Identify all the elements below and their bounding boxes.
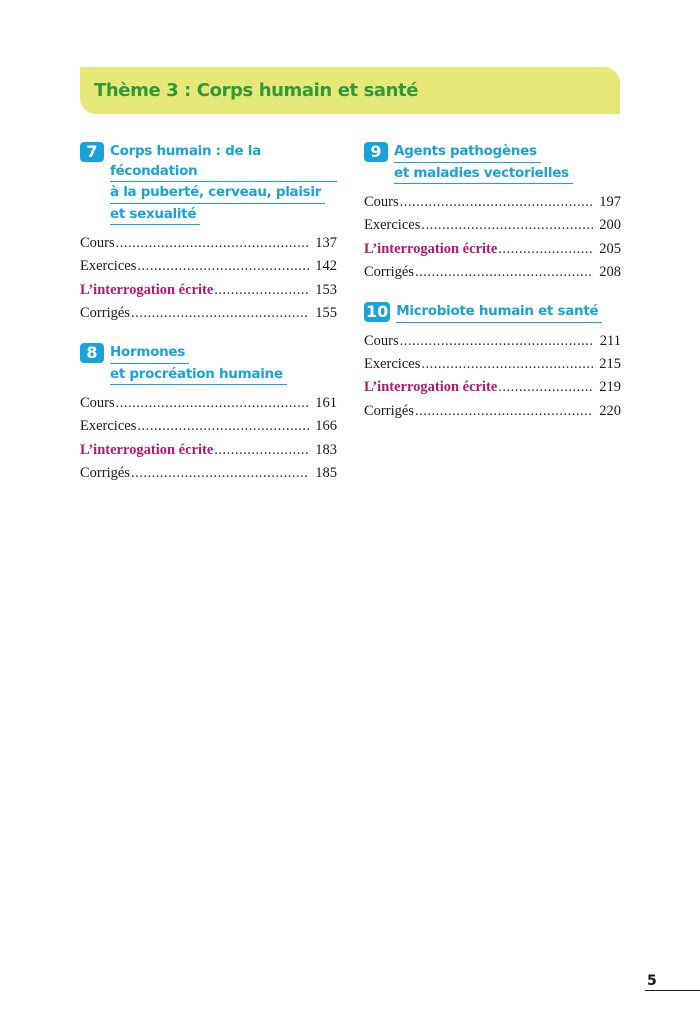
dot-leader — [131, 462, 309, 485]
toc-entry-interrogation[interactable] — [80, 279, 337, 302]
toc-entry-label: Cours — [80, 235, 115, 251]
chapter-title-line: et sexualité — [110, 205, 200, 226]
toc-entry-corriges[interactable] — [364, 261, 621, 284]
page-number: 5 — [645, 972, 700, 991]
dot-leader — [498, 376, 593, 399]
chapter-title — [394, 142, 573, 185]
dot-leader — [415, 261, 593, 284]
toc-entry-exercices[interactable] — [364, 353, 621, 376]
toc-entry-label: Corrigés — [80, 465, 130, 482]
chapter-9 — [364, 142, 621, 284]
toc-entry-interrogation[interactable] — [364, 376, 621, 399]
chapter-heading[interactable] — [364, 302, 621, 324]
toc-entry-page: 220 — [599, 402, 621, 419]
toc-entry-label: L’interrogation écrite — [364, 240, 498, 257]
toc-entry-cours[interactable] — [364, 191, 621, 214]
toc-entry-corriges[interactable] — [80, 302, 337, 325]
dot-leader — [400, 330, 594, 353]
dot-leader — [116, 232, 310, 255]
toc-entry-label: Exercices — [364, 355, 421, 372]
toc-entry-interrogation[interactable] — [364, 238, 621, 261]
toc-entry-page: 197 — [599, 194, 621, 210]
chapter-number-badge: 10 — [366, 302, 389, 322]
toc-entry-label: Cours — [80, 395, 115, 412]
toc-entry-label: L’interrogation écrite — [80, 281, 214, 298]
toc-entries — [364, 330, 621, 423]
chapter-title — [110, 343, 287, 386]
toc-entry-label: Exercices — [80, 418, 137, 435]
toc-entry-page: 208 — [599, 263, 621, 280]
dot-leader — [421, 353, 593, 376]
chapter-title-line: et procréation humaine — [110, 365, 287, 386]
toc-entry-exercices[interactable] — [80, 415, 337, 438]
toc-entry-page: 137 — [315, 235, 337, 251]
chapter-number-badge: 9 — [364, 142, 388, 162]
chapter-heading[interactable] — [80, 343, 337, 386]
dot-leader — [498, 238, 593, 261]
toc-entry-label: L’interrogation écrite — [80, 441, 214, 458]
chapter-title-line: Microbiote humain et santé — [396, 302, 602, 323]
toc-entry-page: 219 — [599, 379, 621, 396]
chapter-title-line: et maladies vectorielles — [394, 164, 573, 185]
chapter-8 — [80, 343, 337, 485]
chapter-heading[interactable] — [364, 142, 621, 185]
toc-entry-corriges[interactable] — [80, 462, 337, 485]
toc-entry-page: 205 — [599, 240, 621, 257]
toc-entry-exercices[interactable] — [364, 214, 621, 237]
toc-entry-page: 153 — [315, 281, 337, 298]
toc-entry-page: 200 — [599, 217, 621, 234]
chapter-heading[interactable] — [80, 142, 337, 226]
toc-entry-label: Corrigés — [364, 402, 414, 419]
chapter-title-line: à la puberté, cerveau, plaisir — [110, 183, 325, 204]
toc-entry-label: L’interrogation écrite — [364, 379, 498, 396]
toc-entry-label: Corrigés — [364, 263, 414, 280]
toc-entry-interrogation[interactable] — [80, 439, 337, 462]
toc-entry-page: 183 — [315, 441, 337, 458]
toc-entry-page: 215 — [599, 355, 621, 372]
toc-entries — [80, 232, 337, 325]
dot-leader — [137, 415, 309, 438]
dot-leader — [415, 400, 593, 423]
chapter-10 — [364, 302, 621, 423]
toc-entry-cours[interactable] — [80, 392, 337, 415]
chapter-7 — [80, 142, 337, 325]
toc-entry-page: 142 — [315, 258, 337, 275]
chapter-number-badge: 7 — [80, 142, 104, 162]
dot-leader — [137, 255, 309, 278]
toc-entry-page: 185 — [315, 465, 337, 482]
toc-entry-cours[interactable] — [364, 330, 621, 353]
theme-banner — [80, 67, 620, 114]
dot-leader — [214, 439, 309, 462]
toc-entries — [80, 392, 337, 485]
chapter-title — [396, 302, 602, 324]
toc-entry-corriges[interactable] — [364, 400, 621, 423]
toc-column-left — [80, 142, 337, 503]
toc-entry-label: Exercices — [80, 258, 137, 275]
toc-entry-page: 166 — [315, 418, 337, 435]
chapter-title-line: Hormones — [110, 343, 189, 364]
toc-entry-page: 161 — [315, 395, 337, 412]
toc-entry-label: Corrigés — [80, 304, 130, 321]
toc-entry-label: Exercices — [364, 217, 421, 234]
toc-entries — [364, 191, 621, 284]
dot-leader — [116, 392, 310, 415]
toc-entry-exercices[interactable] — [80, 255, 337, 278]
dot-leader — [214, 279, 309, 302]
chapter-title — [110, 142, 337, 226]
toc-entry-label: Cours — [364, 194, 399, 210]
dot-leader — [421, 214, 593, 237]
chapter-title-line: Agents pathogènes — [394, 142, 541, 163]
dot-leader — [131, 302, 309, 325]
theme-title: Thème 3 : Corps humain et santé — [94, 80, 419, 101]
toc-entry-label: Cours — [364, 332, 399, 349]
toc-column-right — [364, 142, 621, 441]
chapter-title-line: Corps humain : de la fécondation — [110, 142, 337, 182]
chapter-number-badge: 8 — [80, 343, 104, 363]
toc-entry-page: 155 — [315, 304, 337, 321]
toc-entry-page: 211 — [599, 332, 621, 349]
dot-leader — [400, 191, 594, 214]
toc-entry-cours[interactable] — [80, 232, 337, 255]
